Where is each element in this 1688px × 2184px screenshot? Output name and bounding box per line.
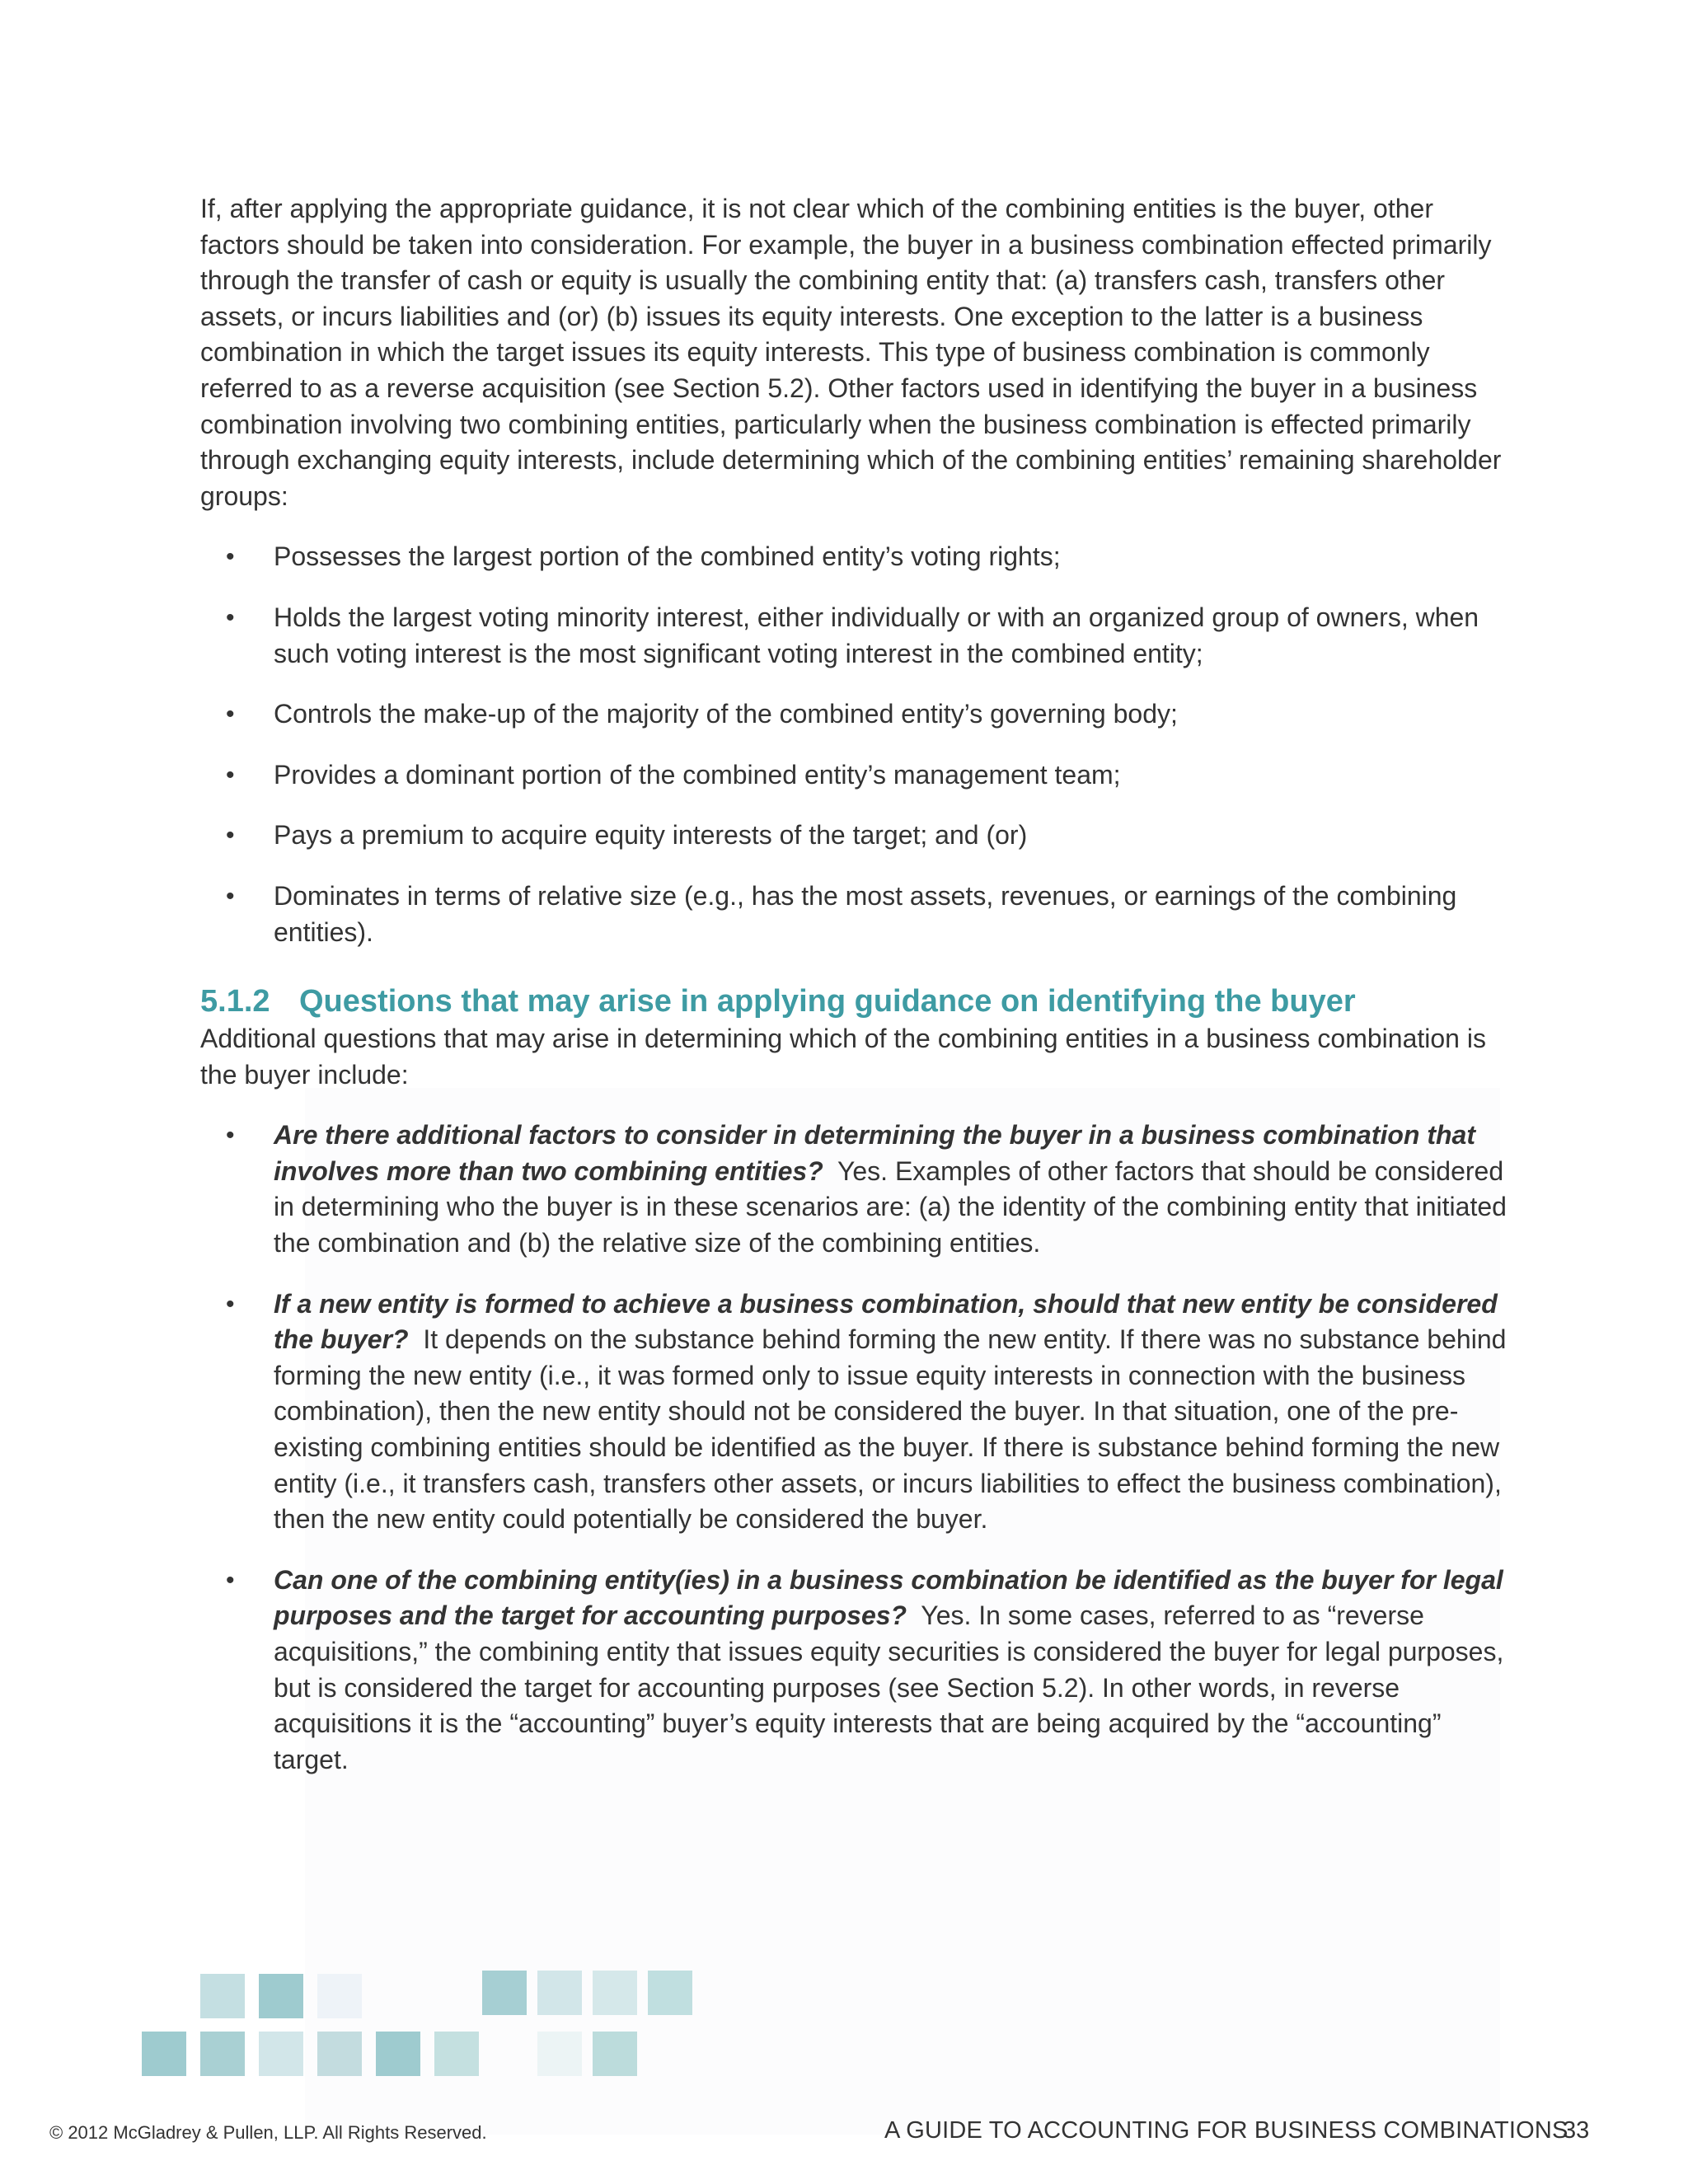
question-text: Can one of the combining entity(ies) in a business combination be identified as the buyer for legal purposes and the target for accounting purposes? — [274, 1564, 1503, 1631]
list-item-text: Dominates in terms of relative size (e.g., has the most assets, revenues, or earnings of the combining entities). — [274, 880, 1457, 947]
decorative-tile — [259, 1974, 303, 2018]
bullet-icon: • — [226, 761, 235, 789]
question-text: Are there additional factors to consider in determining the buyer in a business combination that involves more than two combining entities? — [274, 1120, 1475, 1186]
page-number: 33 — [1563, 2117, 1590, 2144]
decorative-tile — [537, 2032, 582, 2076]
list-item-text: Pays a premium to acquire equity interests of the target; and (or) — [274, 820, 1028, 851]
page-content — [200, 191, 1507, 1778]
decorative-tile — [259, 2032, 303, 2076]
question-text: If a new entity is formed to achieve a business combination, should that new entity be considered the buyer? — [274, 1288, 1498, 1355]
bullet-icon: • — [226, 882, 235, 910]
decorative-tile — [200, 1974, 245, 2018]
answer-text: Yes. In some cases, referred to as “reverse acquisitions,” the combining entity that issues equity securities is considered the buyer for legal purposes, but is considered the target for accounting purposes (see Section 5.2). In other words, in reverse acquisitions it is the “accounting” buyer’s equity interests that are being acquired by the “accounting” target. — [274, 1601, 1504, 1774]
list-item — [200, 757, 1507, 794]
section-heading — [200, 982, 1507, 1021]
decorative-tile — [317, 1974, 362, 2018]
buyer-factors-list — [200, 539, 1507, 950]
list-item — [200, 600, 1507, 672]
decorative-tile — [537, 1971, 582, 2015]
section-title: Questions that may arise in applying guidance on identifying the buyer — [299, 984, 1356, 1019]
bullet-icon: • — [226, 1122, 235, 1150]
list-item-text: Holds the largest voting minority interest, either individually or with an organized group of owners, when such voting interest is the most significant voting interest in the combined entity; — [274, 602, 1479, 668]
questions-list — [200, 1118, 1507, 1778]
decorative-tile — [376, 2032, 420, 2076]
decorative-tile — [142, 2032, 186, 2076]
list-item-text: Controls the make-up of the majority of the combined entity’s governing body; — [274, 699, 1178, 729]
list-item — [200, 696, 1507, 733]
list-item — [200, 818, 1507, 854]
list-item — [200, 539, 1507, 575]
bullet-icon: • — [226, 1290, 235, 1318]
bullet-icon: • — [226, 1566, 235, 1594]
question-item — [200, 1118, 1507, 1261]
section-number: 5.1.2 — [200, 984, 270, 1019]
copyright-notice: © 2012 McGladrey & Pullen, LLP. All Rights Reserved. — [49, 2122, 487, 2143]
decorative-tile — [648, 1971, 692, 2015]
question-item — [200, 1563, 1507, 1779]
decorative-tile — [434, 2032, 479, 2076]
list-item-text: Provides a dominant portion of the combined entity’s management team; — [274, 759, 1121, 790]
section-intro-paragraph: Additional questions that may arise in determining which of the combining entities in a business combination is the buyer include: — [200, 1024, 1486, 1090]
bullet-icon: • — [226, 822, 235, 850]
decorative-tile — [200, 2032, 245, 2076]
question-item — [200, 1286, 1507, 1538]
decorative-tile — [593, 2032, 637, 2076]
bullet-icon: • — [226, 543, 235, 571]
decorative-tile — [482, 1971, 527, 2015]
bullet-icon: • — [226, 701, 235, 729]
decorative-tile — [593, 1971, 637, 2015]
list-item-text: Possesses the largest portion of the combined entity’s voting rights; — [274, 541, 1061, 572]
guide-title: A GUIDE TO ACCOUNTING FOR BUSINESS COMBINATIONS — [884, 2117, 1568, 2144]
intro-paragraph: If, after applying the appropriate guidance, it is not clear which of the combining entities is the buyer, other factors should be taken into consideration. For example, the buyer in a business combination effected primarily through the transfer of cash or equity is usually the combining entity that: (a) transfers cash, transfers other assets, or incurs liabilities and (or) (b) issues its equity interests. One exception to the latter is a business combination in which the target issues its equity interests. This type of business combination is commonly referred to as a reverse acquisition (see Section 5.2). Other factors used in identifying the buyer in a business combination involving two combining entities, particularly when the business combination is effected primarily through exchanging equity interests, include determining which of the combining entities’ remaining shareholder groups: — [200, 194, 1502, 511]
answer-text: Yes. Examples of other factors that should be considered in determining who the buyer is in these scenarios are: (a) the identity of the combining entity that initiated the combination and (b) the relative size of the combining entities. — [274, 1155, 1507, 1258]
list-item — [200, 879, 1507, 950]
bullet-icon: • — [226, 603, 235, 631]
decorative-tile — [317, 2032, 362, 2076]
answer-text: It depends on the substance behind forming the new entity. If there was no substance behind forming the new entity (i.e., it was formed only to issue equity interests in connection with the business combination), then the new entity should not be considered the buyer. In that situation, one of the pre-existing combining entities should be identified as the buyer. If there is substance behind forming the new entity (i.e., it transfers cash, transfers other assets, or incurs liabilities to effect the business combination), then the new entity could potentially be considered the buyer. — [274, 1324, 1507, 1535]
